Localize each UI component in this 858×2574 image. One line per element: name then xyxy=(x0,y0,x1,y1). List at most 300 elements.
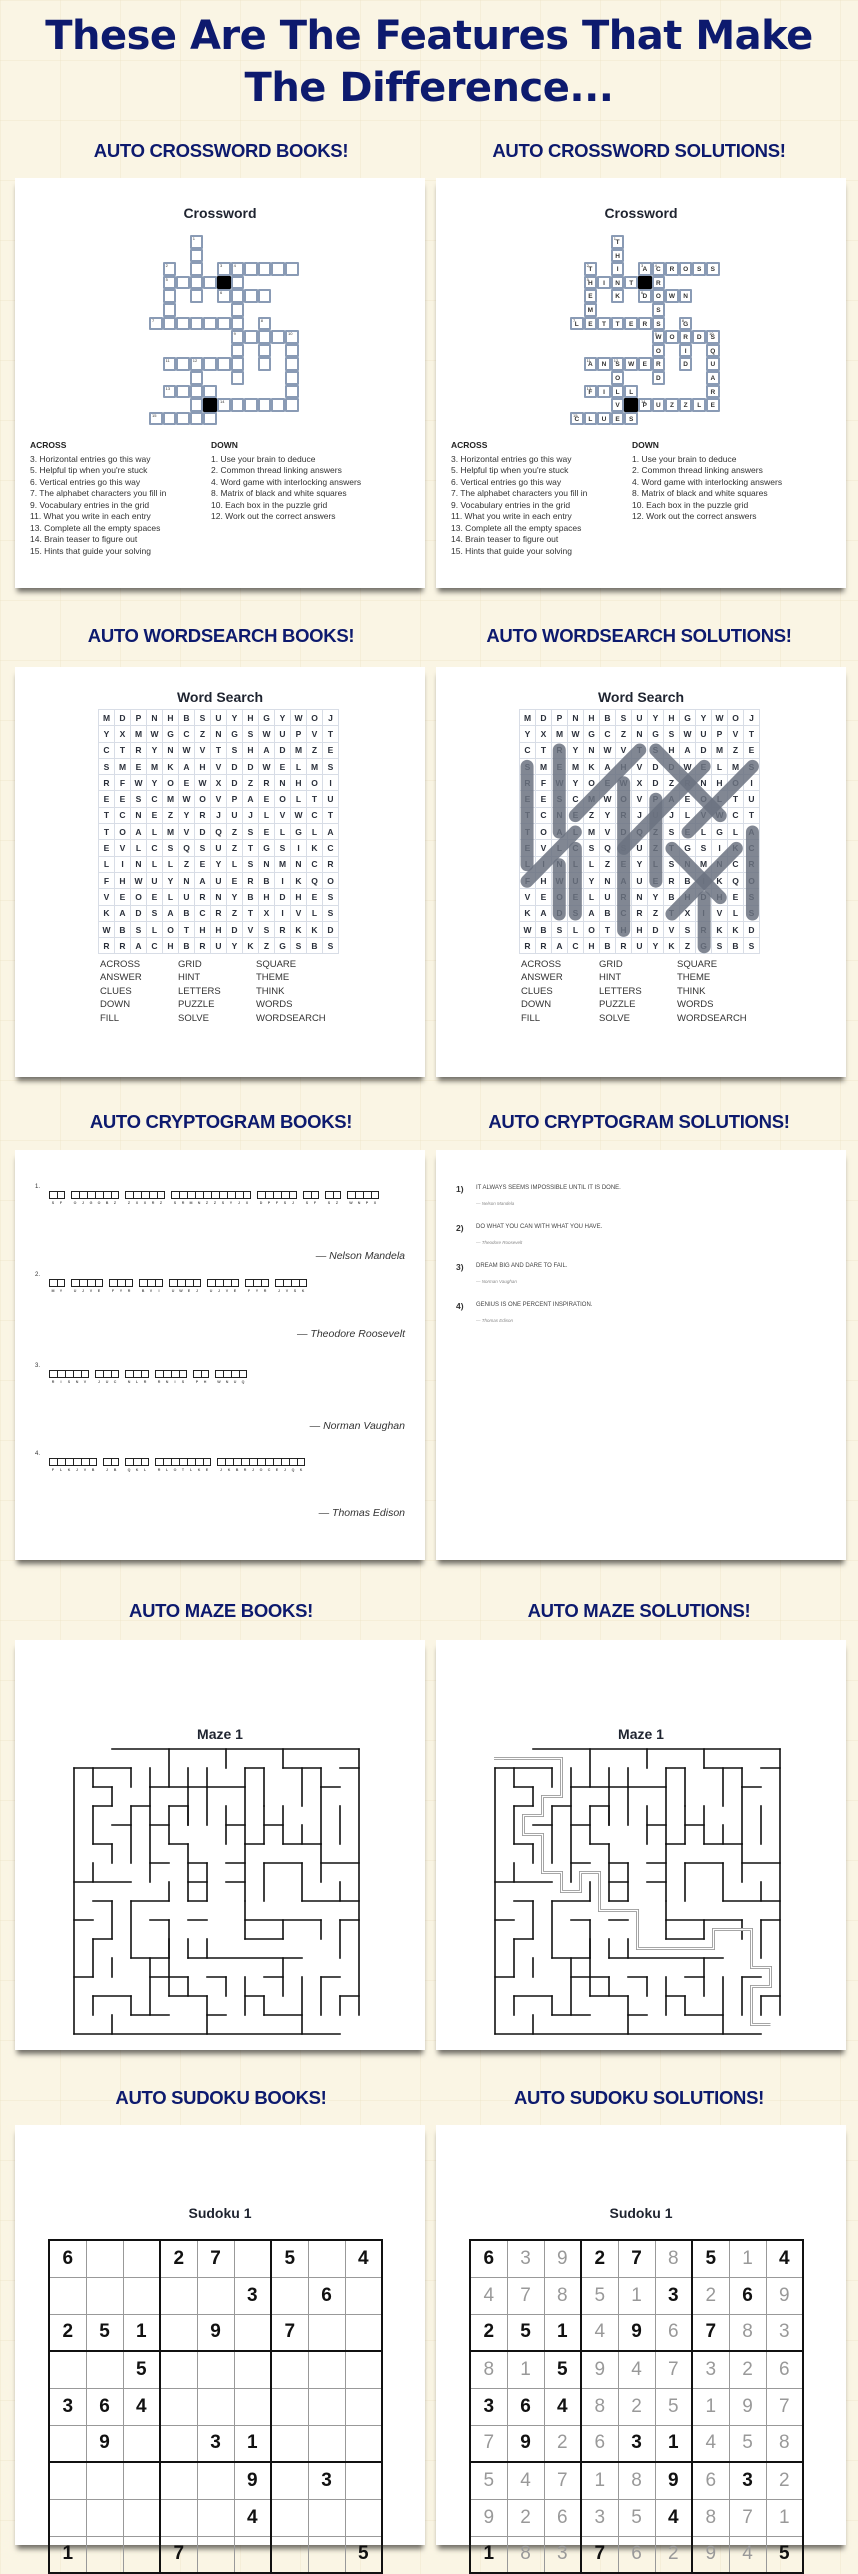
sudoku-cell[interactable]: 8 xyxy=(618,2462,655,2499)
wordsearch-letter[interactable]: W xyxy=(259,758,275,774)
wordsearch-letter[interactable]: E xyxy=(115,889,131,905)
wordsearch-letter[interactable]: K xyxy=(307,840,323,856)
letter-box[interactable] xyxy=(281,1458,289,1472)
wordsearch-letter[interactable]: M xyxy=(131,726,147,742)
letter-box[interactable] xyxy=(89,1458,97,1472)
wordsearch-letter[interactable]: H xyxy=(584,710,600,726)
sudoku-cell[interactable] xyxy=(308,2240,345,2277)
wordsearch-letter[interactable]: S xyxy=(744,889,760,905)
sudoku-cell[interactable]: 1 xyxy=(581,2462,618,2499)
wordsearch-letter[interactable]: R xyxy=(243,872,259,888)
sudoku-cell[interactable]: 5 xyxy=(766,2536,803,2573)
wordsearch-letter[interactable]: I xyxy=(536,856,552,872)
answer-box[interactable] xyxy=(125,1191,133,1199)
wordsearch-letter[interactable]: E xyxy=(536,889,552,905)
wordsearch-letter[interactable]: U xyxy=(179,889,195,905)
wordsearch-letter[interactable]: A xyxy=(744,824,760,840)
letter-box[interactable] xyxy=(71,1191,79,1205)
wordsearch-letter[interactable]: L xyxy=(291,758,307,774)
answer-box[interactable] xyxy=(195,1458,203,1466)
crossword-cell[interactable] xyxy=(203,385,217,399)
letter-box[interactable] xyxy=(49,1458,57,1472)
answer-box[interactable] xyxy=(185,1279,193,1287)
wordsearch-letter[interactable]: R xyxy=(520,775,536,791)
crossword-cell[interactable] xyxy=(190,276,204,290)
answer-box[interactable] xyxy=(125,1279,133,1287)
sudoku-cell[interactable] xyxy=(86,2499,123,2536)
sudoku-cell[interactable] xyxy=(160,2351,197,2388)
wordsearch-letter[interactable]: I xyxy=(323,775,339,791)
sudoku-cell[interactable] xyxy=(160,2388,197,2425)
answer-box[interactable] xyxy=(233,1458,241,1466)
answer-box[interactable] xyxy=(57,1279,65,1287)
wordsearch-letter[interactable]: D xyxy=(696,742,712,758)
wordsearch-letter[interactable]: W xyxy=(520,921,536,937)
wordsearch-letter[interactable]: K xyxy=(243,938,259,954)
sudoku-cell[interactable]: 3 xyxy=(507,2240,544,2277)
answer-box[interactable] xyxy=(217,1458,225,1466)
wordsearch-letter[interactable]: G xyxy=(163,726,179,742)
answer-box[interactable] xyxy=(227,1191,235,1199)
wordsearch-letter[interactable]: O xyxy=(728,775,744,791)
answer-box[interactable] xyxy=(253,1279,261,1287)
wordsearch-letter[interactable]: R xyxy=(99,938,115,954)
sudoku-cell[interactable]: 7 xyxy=(197,2240,234,2277)
crossword-cell[interactable] xyxy=(271,262,285,276)
answer-box[interactable] xyxy=(187,1458,195,1466)
wordsearch-letter[interactable]: S xyxy=(243,824,259,840)
wordsearch-letter[interactable]: Y xyxy=(147,775,163,791)
sudoku-cell[interactable]: 9 xyxy=(581,2351,618,2388)
wordsearch-letter[interactable]: Y xyxy=(211,856,227,872)
letter-box[interactable] xyxy=(207,1279,215,1293)
sudoku-cell[interactable]: 7 xyxy=(507,2277,544,2314)
letter-box[interactable] xyxy=(133,1458,141,1472)
sudoku-cell[interactable]: 3 xyxy=(308,2462,345,2499)
answer-box[interactable] xyxy=(81,1458,89,1466)
answer-box[interactable] xyxy=(179,1370,187,1378)
sudoku-cell[interactable] xyxy=(308,2536,345,2573)
wordsearch-letter[interactable]: O xyxy=(323,872,339,888)
wordsearch-letter[interactable]: C xyxy=(99,742,115,758)
wordsearch-letter[interactable]: U xyxy=(648,807,664,823)
sudoku-cell[interactable]: 9 xyxy=(86,2425,123,2462)
sudoku-cell[interactable] xyxy=(197,2462,234,2499)
wordsearch-letter[interactable]: A xyxy=(115,905,131,921)
sudoku-cell[interactable]: 5 xyxy=(507,2314,544,2351)
letter-box[interactable] xyxy=(111,1191,119,1205)
wordsearch-letter[interactable]: D xyxy=(744,921,760,937)
letter-box[interactable] xyxy=(203,1458,211,1472)
answer-box[interactable] xyxy=(87,1191,95,1199)
answer-box[interactable] xyxy=(81,1370,89,1378)
letter-box[interactable] xyxy=(215,1370,223,1384)
wordsearch-letter[interactable]: V xyxy=(632,758,648,774)
letter-box[interactable] xyxy=(223,1370,231,1384)
wordsearch-letter[interactable]: V xyxy=(243,921,259,937)
wordsearch-letter[interactable]: I xyxy=(291,840,307,856)
sudoku-cell[interactable] xyxy=(345,2499,382,2536)
wordsearch-letter[interactable]: Z xyxy=(227,824,243,840)
wordsearch-letter[interactable]: O xyxy=(696,791,712,807)
sudoku-cell[interactable]: 1 xyxy=(470,2536,507,2573)
letter-box[interactable] xyxy=(311,1191,319,1205)
wordsearch-letter[interactable]: G xyxy=(227,726,243,742)
sudoku-cell[interactable]: 9 xyxy=(507,2425,544,2462)
wordsearch-letter[interactable]: L xyxy=(147,921,163,937)
sudoku-cell[interactable] xyxy=(308,2499,345,2536)
wordsearch-letter[interactable]: O xyxy=(616,791,632,807)
wordsearch-letter[interactable]: O xyxy=(307,710,323,726)
letter-box[interactable] xyxy=(241,1458,249,1472)
wordsearch-letter[interactable]: V xyxy=(115,840,131,856)
wordsearch-letter[interactable]: G xyxy=(259,710,275,726)
wordsearch-letter[interactable]: S xyxy=(568,905,584,921)
answer-box[interactable] xyxy=(223,1279,231,1287)
wordsearch-letter[interactable]: H xyxy=(536,872,552,888)
answer-box[interactable] xyxy=(193,1370,201,1378)
wordsearch-letter[interactable]: L xyxy=(147,856,163,872)
wordsearch-letter[interactable]: S xyxy=(552,921,568,937)
wordsearch-letter[interactable]: R xyxy=(552,742,568,758)
crossword-cell[interactable] xyxy=(231,289,245,303)
letter-box[interactable] xyxy=(73,1458,81,1472)
answer-box[interactable] xyxy=(103,1370,111,1378)
wordsearch-letter[interactable]: U xyxy=(227,807,243,823)
sudoku-cell[interactable]: 3 xyxy=(470,2388,507,2425)
sudoku-cell[interactable] xyxy=(234,2314,271,2351)
sudoku-cell[interactable] xyxy=(271,2462,308,2499)
crossword-cell[interactable] xyxy=(258,317,272,331)
wordsearch-letter[interactable]: N xyxy=(259,856,275,872)
wordsearch-letter[interactable]: L xyxy=(568,921,584,937)
wordsearch-letter[interactable]: T xyxy=(115,742,131,758)
sudoku-cell[interactable] xyxy=(123,2462,160,2499)
letter-box[interactable] xyxy=(95,1191,103,1205)
sudoku-cell[interactable] xyxy=(49,2277,86,2314)
sudoku-cell[interactable] xyxy=(308,2314,345,2351)
wordsearch-letter[interactable]: Z xyxy=(227,905,243,921)
letter-box[interactable] xyxy=(65,1458,73,1472)
sudoku-cell[interactable]: 1 xyxy=(729,2240,766,2277)
answer-box[interactable] xyxy=(215,1279,223,1287)
wordsearch-letter[interactable]: M xyxy=(552,726,568,742)
wordsearch-letter[interactable]: R xyxy=(275,921,291,937)
sudoku-cell[interactable]: 8 xyxy=(655,2240,692,2277)
wordsearch-letter[interactable]: T xyxy=(600,921,616,937)
wordsearch-letter[interactable]: N xyxy=(131,856,147,872)
answer-box[interactable] xyxy=(273,1191,281,1199)
wordsearch-letter[interactable]: S xyxy=(584,840,600,856)
crossword-cell[interactable] xyxy=(163,357,177,371)
letter-box[interactable] xyxy=(71,1279,79,1293)
sudoku-cell[interactable]: 3 xyxy=(581,2499,618,2536)
answer-box[interactable] xyxy=(71,1279,79,1287)
wordsearch-letter[interactable]: S xyxy=(744,938,760,954)
wordsearch-letter[interactable]: Z xyxy=(227,840,243,856)
answer-box[interactable] xyxy=(49,1370,57,1378)
wordsearch-letter[interactable]: H xyxy=(291,775,307,791)
wordsearch-letter[interactable]: B xyxy=(664,889,680,905)
answer-box[interactable] xyxy=(73,1458,81,1466)
sudoku-cell[interactable]: 1 xyxy=(49,2536,86,2573)
wordsearch-letter[interactable]: L xyxy=(131,840,147,856)
answer-box[interactable] xyxy=(223,1370,231,1378)
wordsearch-letter[interactable]: H xyxy=(195,921,211,937)
sudoku-cell[interactable]: 1 xyxy=(618,2277,655,2314)
wordsearch-letter[interactable]: C xyxy=(115,807,131,823)
wordsearch-letter[interactable]: E xyxy=(680,824,696,840)
wordsearch-letter[interactable]: M xyxy=(568,758,584,774)
wordsearch-letter[interactable]: V xyxy=(307,726,323,742)
wordsearch-letter[interactable]: E xyxy=(275,758,291,774)
wordsearch-letter[interactable]: Z xyxy=(664,775,680,791)
wordsearch-letter[interactable]: Y xyxy=(568,742,584,758)
answer-box[interactable] xyxy=(71,1191,79,1199)
crossword-cell[interactable] xyxy=(217,357,231,371)
wordsearch-letter[interactable]: J xyxy=(632,807,648,823)
sudoku-cell[interactable] xyxy=(345,2388,382,2425)
wordsearch-letter[interactable]: V xyxy=(664,921,680,937)
sudoku-cell[interactable] xyxy=(123,2240,160,2277)
wordsearch-letter[interactable]: T xyxy=(632,742,648,758)
wordsearch-letter[interactable]: B xyxy=(600,905,616,921)
wordsearch-letter[interactable]: B xyxy=(115,921,131,937)
sudoku-cell[interactable]: 7 xyxy=(655,2351,692,2388)
wordsearch-letter[interactable]: P xyxy=(291,726,307,742)
sudoku-cell[interactable] xyxy=(49,2499,86,2536)
wordsearch-letter[interactable]: Y xyxy=(584,872,600,888)
sudoku-cell[interactable]: 2 xyxy=(160,2240,197,2277)
wordsearch-letter[interactable]: O xyxy=(131,889,147,905)
wordsearch-letter[interactable]: E xyxy=(696,758,712,774)
wordsearch-letter[interactable]: A xyxy=(600,758,616,774)
wordsearch-letter[interactable]: X xyxy=(115,726,131,742)
answer-box[interactable] xyxy=(347,1191,355,1199)
wordsearch-letter[interactable]: Y xyxy=(568,775,584,791)
answer-box[interactable] xyxy=(65,1370,73,1378)
sudoku-cell[interactable]: 6 xyxy=(692,2462,729,2499)
crossword-cell[interactable] xyxy=(190,249,204,263)
wordsearch-letter[interactable]: S xyxy=(680,921,696,937)
answer-box[interactable] xyxy=(111,1370,119,1378)
answer-box[interactable] xyxy=(215,1370,223,1378)
wordsearch-letter[interactable]: X xyxy=(211,775,227,791)
letter-box[interactable] xyxy=(273,1458,281,1472)
wordsearch-letter[interactable]: T xyxy=(744,726,760,742)
answer-box[interactable] xyxy=(141,1370,149,1378)
sudoku-cell[interactable] xyxy=(160,2499,197,2536)
sudoku-cell[interactable] xyxy=(345,2462,382,2499)
wordsearch-letter[interactable]: U xyxy=(211,938,227,954)
wordsearch-letter[interactable]: W xyxy=(712,710,728,726)
wordsearch-letter[interactable]: S xyxy=(131,921,147,937)
crossword-cell[interactable] xyxy=(203,276,217,290)
letter-box[interactable] xyxy=(203,1191,211,1205)
sudoku-cell[interactable]: 2 xyxy=(544,2425,581,2462)
wordsearch-letter[interactable]: M xyxy=(163,824,179,840)
answer-box[interactable] xyxy=(111,1458,119,1466)
wordsearch-letter[interactable]: M xyxy=(584,791,600,807)
sudoku-cell[interactable]: 9 xyxy=(197,2314,234,2351)
letter-box[interactable] xyxy=(217,1458,225,1472)
wordsearch-letter[interactable]: B xyxy=(600,938,616,954)
answer-box[interactable] xyxy=(203,1458,211,1466)
letter-box[interactable] xyxy=(179,1458,187,1472)
sudoku-cell[interactable]: 4 xyxy=(729,2536,766,2573)
wordsearch-letter[interactable]: D xyxy=(323,921,339,937)
wordsearch-letter[interactable]: H xyxy=(243,710,259,726)
crossword-cell[interactable] xyxy=(244,262,258,276)
crossword-cell[interactable] xyxy=(190,385,204,399)
wordsearch-letter[interactable]: S xyxy=(664,856,680,872)
letter-box[interactable] xyxy=(139,1279,147,1293)
wordsearch-letter[interactable]: R xyxy=(99,775,115,791)
answer-box[interactable] xyxy=(201,1370,209,1378)
answer-box[interactable] xyxy=(239,1370,247,1378)
wordsearch-letter[interactable]: V xyxy=(211,758,227,774)
wordsearch-letter[interactable]: P xyxy=(552,710,568,726)
letter-box[interactable] xyxy=(355,1191,363,1205)
sudoku-cell[interactable]: 6 xyxy=(655,2314,692,2351)
wordsearch-letter[interactable]: T xyxy=(307,791,323,807)
letter-box[interactable] xyxy=(171,1458,179,1472)
sudoku-cell[interactable]: 8 xyxy=(766,2425,803,2462)
answer-box[interactable] xyxy=(235,1191,243,1199)
letter-box[interactable] xyxy=(117,1279,125,1293)
sudoku-cell[interactable]: 4 xyxy=(234,2499,271,2536)
letter-box[interactable] xyxy=(193,1370,201,1384)
wordsearch-letter[interactable]: E xyxy=(744,742,760,758)
letter-box[interactable] xyxy=(49,1370,57,1384)
wordsearch-letter[interactable]: T xyxy=(744,807,760,823)
wordsearch-letter[interactable]: D xyxy=(552,905,568,921)
wordsearch-letter[interactable]: W xyxy=(179,742,195,758)
sudoku-cell[interactable]: 9 xyxy=(729,2388,766,2425)
wordsearch-letter[interactable]: S xyxy=(275,840,291,856)
wordsearch-letter[interactable]: A xyxy=(163,905,179,921)
sudoku-cell[interactable]: 9 xyxy=(766,2277,803,2314)
sudoku-cell[interactable] xyxy=(271,2536,308,2573)
answer-box[interactable] xyxy=(363,1191,371,1199)
wordsearch-letter[interactable]: V xyxy=(211,791,227,807)
letter-box[interactable] xyxy=(141,1458,149,1472)
wordsearch-letter[interactable]: U xyxy=(600,889,616,905)
letter-box[interactable] xyxy=(149,1191,157,1205)
wordsearch-letter[interactable]: A xyxy=(584,905,600,921)
sudoku-cell[interactable]: 7 xyxy=(581,2536,618,2573)
wordsearch-letter[interactable]: A xyxy=(323,824,339,840)
wordsearch-letter[interactable]: M xyxy=(99,710,115,726)
wordsearch-letter[interactable]: F xyxy=(520,872,536,888)
answer-box[interactable] xyxy=(179,1458,187,1466)
wordsearch-letter[interactable]: R xyxy=(536,938,552,954)
wordsearch-letter[interactable]: K xyxy=(520,905,536,921)
wordsearch-letter[interactable]: T xyxy=(99,807,115,823)
wordsearch-letter[interactable]: X xyxy=(536,726,552,742)
wordsearch-letter[interactable]: O xyxy=(536,824,552,840)
letter-box[interactable] xyxy=(187,1191,195,1205)
wordsearch-letter[interactable]: Z xyxy=(179,856,195,872)
sudoku-cell[interactable] xyxy=(345,2351,382,2388)
sudoku-cell[interactable] xyxy=(197,2277,234,2314)
sudoku-cell[interactable]: 2 xyxy=(49,2314,86,2351)
wordsearch-letter[interactable]: N xyxy=(147,710,163,726)
crossword-cell[interactable] xyxy=(258,398,272,412)
crossword-cell[interactable] xyxy=(163,289,177,303)
wordsearch-letter[interactable]: O xyxy=(728,710,744,726)
letter-box[interactable] xyxy=(169,1279,177,1293)
wordsearch-letter[interactable]: D xyxy=(195,824,211,840)
wordsearch-letter[interactable]: H xyxy=(291,889,307,905)
answer-box[interactable] xyxy=(133,1370,141,1378)
crossword-cell[interactable] xyxy=(244,330,258,344)
wordsearch-letter[interactable]: E xyxy=(147,807,163,823)
wordsearch-letter[interactable]: K xyxy=(584,758,600,774)
wordsearch-letter[interactable]: K xyxy=(99,905,115,921)
sudoku-cell[interactable]: 9 xyxy=(692,2536,729,2573)
sudoku-cell[interactable] xyxy=(271,2277,308,2314)
crossword-cell[interactable] xyxy=(217,317,231,331)
wordsearch-letter[interactable]: Z xyxy=(195,726,211,742)
wordsearch-letter[interactable]: L xyxy=(259,807,275,823)
letter-box[interactable] xyxy=(111,1370,119,1384)
wordsearch-letter[interactable]: N xyxy=(163,742,179,758)
letter-box[interactable] xyxy=(233,1458,241,1472)
wordsearch-letter[interactable]: U xyxy=(323,791,339,807)
wordsearch-letter[interactable]: V xyxy=(520,889,536,905)
wordsearch-letter[interactable]: P xyxy=(712,726,728,742)
sudoku-cell[interactable] xyxy=(308,2351,345,2388)
wordsearch-letter[interactable]: T xyxy=(520,807,536,823)
crossword-cell[interactable] xyxy=(231,398,245,412)
wordsearch-letter[interactable]: L xyxy=(568,824,584,840)
sudoku-cell[interactable]: 2 xyxy=(692,2277,729,2314)
crossword-cell[interactable] xyxy=(190,289,204,303)
wordsearch-letter[interactable]: L xyxy=(520,856,536,872)
wordsearch-letter[interactable]: M xyxy=(291,742,307,758)
answer-box[interactable] xyxy=(133,1458,141,1466)
wordsearch-letter[interactable]: E xyxy=(568,807,584,823)
wordsearch-letter[interactable]: Y xyxy=(600,807,616,823)
wordsearch-letter[interactable]: L xyxy=(307,824,323,840)
wordsearch-letter[interactable]: T xyxy=(179,921,195,937)
wordsearch-letter[interactable]: Z xyxy=(648,840,664,856)
wordsearch-letter[interactable]: Y xyxy=(275,710,291,726)
answer-box[interactable] xyxy=(203,1191,211,1199)
wordsearch-letter[interactable]: T xyxy=(323,726,339,742)
wordsearch-letter[interactable]: W xyxy=(568,726,584,742)
answer-box[interactable] xyxy=(219,1191,227,1199)
answer-box[interactable] xyxy=(149,1191,157,1199)
wordsearch-letter[interactable]: E xyxy=(600,775,616,791)
letter-box[interactable] xyxy=(223,1279,231,1293)
sudoku-cell[interactable]: 9 xyxy=(655,2462,692,2499)
answer-box[interactable] xyxy=(117,1279,125,1287)
sudoku-cell[interactable]: 2 xyxy=(470,2314,507,2351)
wordsearch-letter[interactable]: Z xyxy=(307,742,323,758)
crossword-cell[interactable] xyxy=(285,398,299,412)
answer-box[interactable] xyxy=(243,1191,251,1199)
sudoku-cell[interactable]: 6 xyxy=(308,2277,345,2314)
sudoku-cell[interactable]: 5 xyxy=(544,2351,581,2388)
letter-box[interactable] xyxy=(347,1191,355,1205)
wordsearch-letter[interactable]: V xyxy=(536,840,552,856)
wordsearch-letter[interactable]: Z xyxy=(600,856,616,872)
sudoku-cell[interactable]: 7 xyxy=(729,2499,766,2536)
answer-box[interactable] xyxy=(73,1370,81,1378)
answer-box[interactable] xyxy=(257,1191,265,1199)
